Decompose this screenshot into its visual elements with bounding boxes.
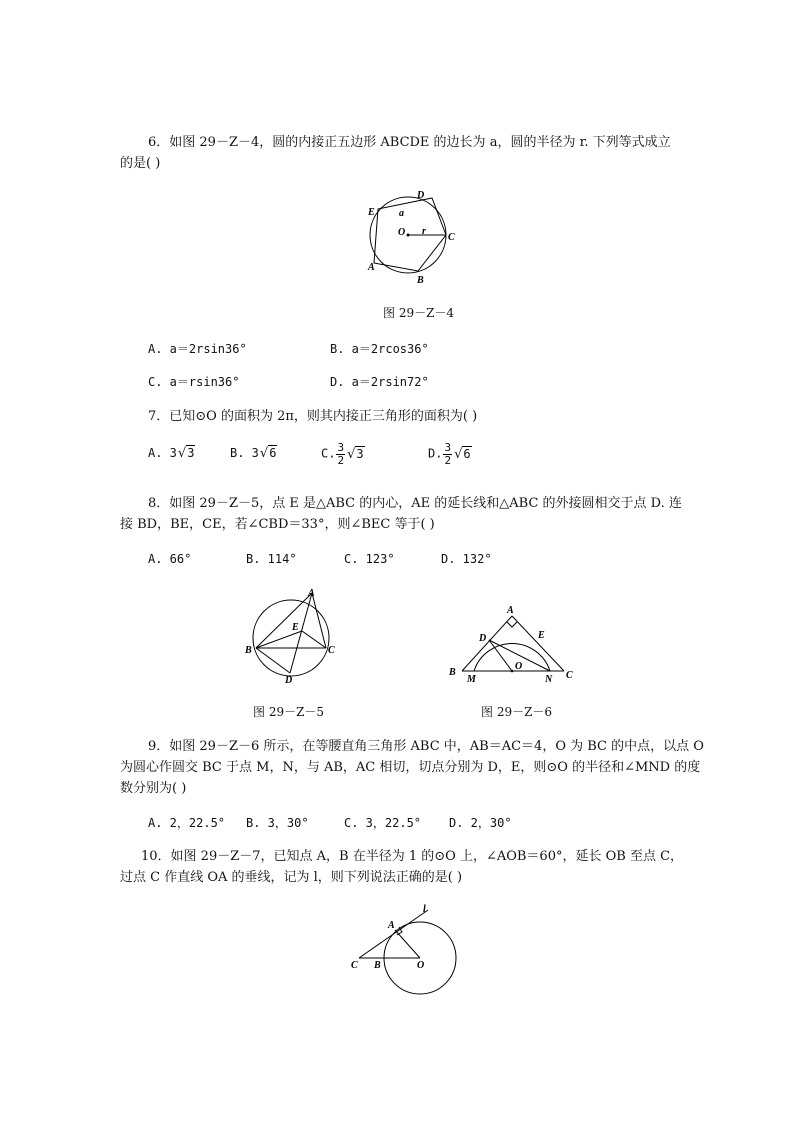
q7-option-d-prefix: D.: [428, 446, 443, 461]
q10-stem-line2: 过点 C 作直线 OA 的垂线，记为 l，则下列说法正确的是( ): [120, 870, 463, 885]
q6-option-a[interactable]: A. a＝2rsin36°: [148, 342, 247, 356]
q7-option-a-prefix: A. 3: [148, 446, 177, 460]
fraction: $\frac{3}{2}$: [444, 441, 452, 467]
q7-option-d[interactable]: [428, 442, 472, 466]
q7-option-b[interactable]: [230, 447, 277, 460]
q6-stem-line1: 6．如图 29－Z－4，圆的内接正五边形 ABCDE 的边长为 a，圆的半径为 r. 下列等式成立: [148, 135, 671, 150]
q6-option-b[interactable]: B. a＝2rcos36°: [330, 342, 429, 356]
q8-stem-line2: 接 BD，BE，CE，若∠CBD＝33°，则∠BEC 等于( ): [120, 517, 435, 532]
label-E: E: [292, 622, 299, 633]
sqrt-symbol: √3: [347, 446, 364, 462]
label-D: D: [285, 675, 293, 686]
q7-option-c-radicand: 3: [356, 446, 364, 461]
label-A: A: [368, 262, 375, 273]
label-C: C: [351, 960, 358, 971]
q9-stem-line2: 为圆心作圆交 BC 于点 M，N，与 AB，AC 相切，切点分别为 D，E，则⊙O 的半径和∠MND 的度: [120, 760, 701, 775]
label-l: l: [423, 904, 426, 915]
figure-29-z-7: [345, 905, 465, 1000]
q6-figure-caption: 图 29－Z－4: [383, 306, 455, 320]
q9-option-b[interactable]: B. 3，30°: [246, 816, 309, 830]
q8-option-d[interactable]: D. 132°: [441, 552, 492, 566]
label-A: A: [507, 605, 514, 616]
q7-option-a[interactable]: [148, 447, 195, 460]
label-A: A: [388, 920, 395, 931]
label-C: C: [328, 645, 335, 656]
sqrt-symbol: √6: [454, 446, 471, 462]
q7-option-d-radicand: 6: [463, 446, 471, 461]
figure-29-z-5: [240, 585, 350, 685]
q7-option-c[interactable]: [321, 442, 365, 466]
q8-option-c[interactable]: C. 123°: [344, 552, 395, 566]
q10-stem-line1: 10．如图 29－Z－7，已知点 A，B 在半径为 1 的⊙O 上，∠AOB＝60°，延长 OB 至点 C，: [141, 849, 684, 864]
label-D: D: [417, 190, 425, 201]
q6-option-c[interactable]: C. a＝rsin36°: [148, 375, 240, 389]
q9-stem-line1: 9．如图 29－Z－6 所示，在等腰直角三角形 ABC 中，AB＝AC＝4，O 为 BC 的中点，以点 O: [148, 739, 704, 754]
label-A: A: [308, 588, 315, 599]
q8-option-a[interactable]: A. 66°: [148, 552, 192, 566]
label-D: D: [479, 633, 487, 644]
q6-option-d[interactable]: D. a＝2rsin72°: [330, 375, 429, 389]
q9-option-d[interactable]: D. 2，30°: [449, 816, 512, 830]
q8-figure-caption: 图 29－Z－5: [253, 705, 325, 719]
q8-option-b[interactable]: B. 114°: [246, 552, 297, 566]
q9-option-c[interactable]: C. 3，22.5°: [344, 816, 422, 830]
label-O: O: [515, 661, 523, 672]
label-B: B: [449, 667, 456, 678]
q9-figure-caption: 图 29－Z－6: [481, 705, 553, 719]
sqrt-symbol: √6: [259, 446, 277, 461]
label-E: E: [368, 207, 375, 218]
label-O: O: [398, 227, 406, 238]
label-C: C: [448, 232, 455, 243]
label-M: M: [467, 674, 476, 685]
label-B: B: [417, 275, 424, 286]
label-O: O: [417, 960, 425, 971]
label-B: B: [245, 645, 252, 656]
q7-option-b-radicand: 6: [269, 446, 277, 460]
label-C: C: [566, 670, 573, 681]
fraction: $\frac{3}{2}$: [337, 441, 345, 467]
q7-option-a-radicand: 3: [187, 446, 195, 460]
q9-stem-line3: 数分别为( ): [120, 781, 187, 796]
q7-stem: 7．已知⊙O 的面积为 2π，则其内接正三角形的面积为( ): [148, 409, 478, 424]
figure-29-z-6: [440, 598, 580, 688]
figure-29-z-4: [360, 185, 470, 285]
label-N: N: [545, 674, 553, 685]
label-B: B: [374, 960, 381, 971]
q8-stem-line1: 8．如图 29－Z－5，点 E 是△ABC 的内心，AE 的延长线和△ABC 的外接圆相交于点 D. 连: [148, 496, 682, 511]
label-r: r: [422, 226, 426, 237]
label-a: a: [399, 208, 404, 219]
q6-stem-line2: 的是( ): [120, 156, 161, 171]
sqrt-symbol: √3: [177, 446, 195, 461]
q7-option-b-prefix: B. 3: [230, 446, 259, 460]
q7-option-c-prefix: C.: [321, 446, 336, 461]
label-E: E: [538, 630, 545, 641]
q9-option-a[interactable]: A. 2，22.5°: [148, 816, 226, 830]
